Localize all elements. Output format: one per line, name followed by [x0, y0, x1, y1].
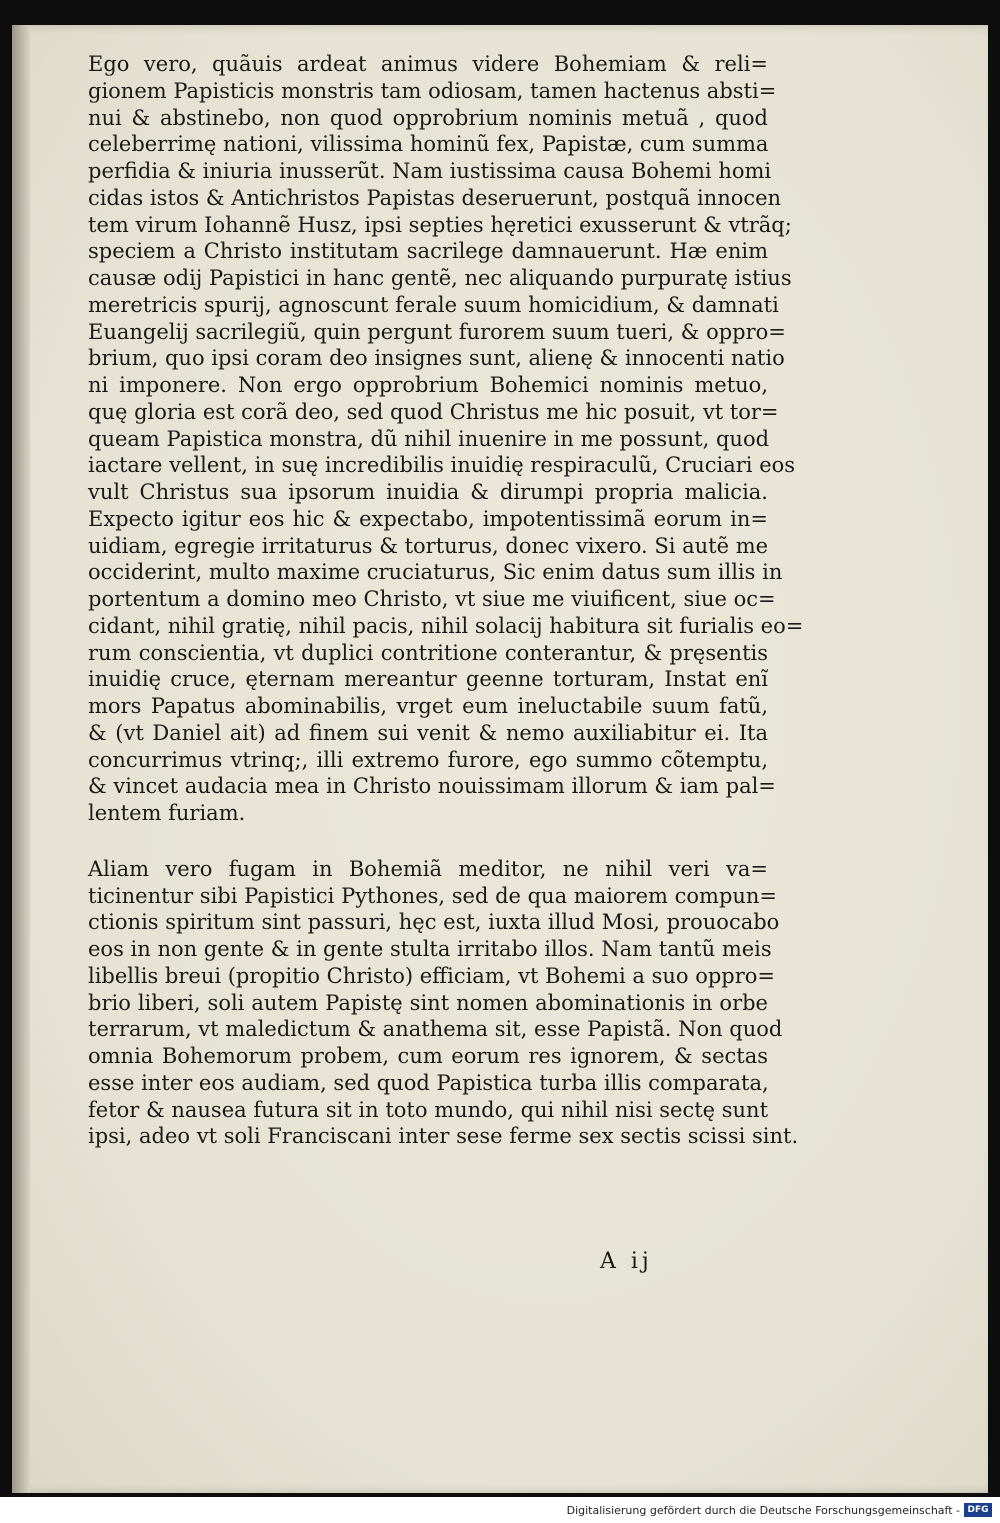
text-line: rum conscientia, vt duplici contritione conterantur, & pręsentis	[88, 640, 768, 665]
text-line: brium, quo ipsi coram deo insignes sunt, alienę & innocenti natio	[88, 346, 785, 371]
text-line: iactare vellent, in suę incredibilis inuidię respiraculũ, Cruciari eos	[88, 453, 796, 478]
text-line: libellis breui (propitio Christo) efficiam, vt Bohemi a suo oppro=	[88, 963, 776, 988]
text-line: speciem a Christo institutam sacrilege damnauerunt. Hæ enim	[88, 239, 768, 264]
text-line: nui & abstinebo, non quod opprobrium nominis metuã , quod	[88, 105, 768, 130]
text-line: perfidia & iniuria inusserũt. Nam iustissima causa Bohemi homi	[88, 159, 772, 183]
footer-credit-text: Digitalisierung gefördert durch die Deutsche Forschungsgemeinschaft -	[566, 1504, 960, 1517]
text-line: Expecto igitur eos hic & expectabo, impotentissimã eorum in=	[88, 506, 768, 531]
text-line: eos in non gente & in gente stulta irritabo illos. Nam tantũ meis	[88, 937, 772, 961]
text-line: meretricis spurij, agnoscunt ferale suum homicidium, & damnati	[88, 292, 779, 317]
page-text-block	[88, 51, 804, 1150]
text-line: ipsi, adeo vt soli Franciscani inter sese ferme sex sectis scissi sint.	[88, 1124, 799, 1149]
text-line: Euangelij sacrilegiũ, quin pergunt furorem suum tueri, & oppro=	[88, 319, 786, 344]
text-line: uidiam, egregie irritaturus & torturus, donec vixero. Si autẽ me	[88, 533, 769, 558]
text-line: gionem Papisticis monstris tam odiosam, tamen hactenus absti=	[88, 78, 777, 103]
text-line: brio liberi, soli autem Papistę sint nomen abominationis in orbe	[88, 990, 768, 1015]
text-line: fetor & nausea futura sit in toto mundo, qui nihil nisi sectę sunt	[88, 1097, 769, 1122]
text-line: inuidię cruce, ęternam mereantur geenne torturam, Instat enĩ	[88, 667, 768, 692]
digitization-footer	[0, 1497, 1000, 1523]
text-line: portentum a domino meo Christo, vt siue me viuificent, siue oc=	[88, 587, 776, 611]
text-line: Ego vero, quãuis ardeat animus videre Bohemiam & reli=	[88, 52, 768, 76]
text-line: quę gloria est corã deo, sed quod Christus me hic posuit, vt tor=	[88, 399, 779, 424]
text-line: omnia Bohemorum probem, cum eorum res ignorem, & sectas	[88, 1044, 768, 1068]
text-line: Aliam vero fugam in Bohemiã meditor, ne nihil veri va=	[88, 856, 768, 881]
text-line: queam Papistica monstra, dũ nihil inuenire in me possunt, quod	[88, 426, 770, 451]
paragraph-gap	[88, 827, 768, 856]
text-line: mors Papatus abominabilis, vrget eum ineluctabile suum fatũ,	[88, 694, 768, 718]
dfg-logo: DFG	[964, 1503, 992, 1517]
text-line: celeberrimę nationi, vilissima hominũ fex, Papistæ, cum summa	[88, 132, 769, 157]
text-line: causæ odij Papistici in hanc gentẽ, nec aliquando purpuratę istius	[88, 266, 792, 290]
paragraph-1	[88, 51, 804, 827]
text-line: ticinentur sibi Papistici Pythones, sed de qua maiorem compun=	[88, 883, 778, 908]
paragraph-2	[88, 856, 799, 1150]
text-line: concurrimus vtrinq;, illi extremo furore, ego summo cõtemptu,	[88, 747, 768, 772]
page-gutter-shadow	[12, 25, 30, 1493]
text-line: esse inter eos audiam, sed quod Papistica turba illis comparata,	[88, 1070, 769, 1095]
text-line: tem virum Iohannẽ Husz, ipsi septies hęretici exusserunt & vtrãq;	[88, 212, 792, 237]
text-line: cidas istos & Antichristos Papistas deseruerunt, postquã innocen	[88, 185, 782, 210]
text-line: cidant, nihil gratię, nihil pacis, nihil solacij habitura sit furialis eo=	[88, 613, 804, 638]
text-line: ni imponere. Non ergo opprobrium Bohemici nominis metuo,	[88, 373, 768, 397]
text-line: & vincet audacia mea in Christo nouissimam illorum & iam pal=	[88, 774, 776, 799]
text-line: occiderint, multo maxime cruciaturus, Sic enim datus sum illis in	[88, 560, 783, 585]
signature-mark: A ij	[600, 1249, 653, 1274]
text-line: vult Christus sua ipsorum inuidia & dirumpi propria malicia.	[88, 480, 768, 504]
text-line: terrarum, vt maledictum & anathema sit, esse Papistã. Non quod	[88, 1017, 783, 1042]
text-line: lentem furiam.	[88, 801, 246, 825]
text-line: & (vt Daniel ait) ad finem sui venit & nemo auxiliabitur ei. Ita	[88, 720, 768, 745]
text-line: ctionis spiritum sint passuri, hęc est, iuxta illud Mosi, prouocabo	[88, 910, 780, 935]
